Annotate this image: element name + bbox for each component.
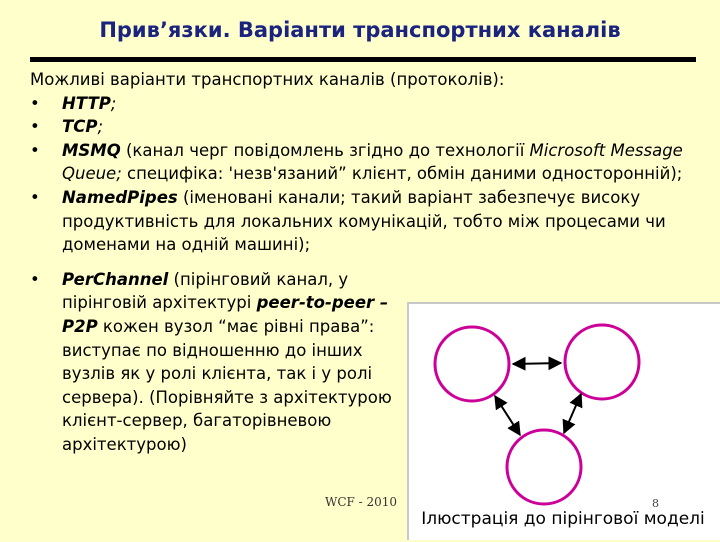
page-number: 8	[652, 497, 659, 510]
item-text: ;	[97, 117, 104, 137]
peer-diagram-svg	[409, 304, 720, 542]
term-msmq: MSMQ	[62, 140, 121, 160]
item-text-italic: Microsoft Message Queue;	[62, 140, 683, 184]
bullet: •	[30, 140, 40, 160]
list-item-msmq	[30, 139, 700, 186]
bullet: •	[30, 117, 40, 137]
peer-node-right	[565, 325, 639, 399]
bullet: •	[30, 269, 40, 289]
intro-text: Можливі варіанти транспортних каналів (протоколів):	[30, 70, 505, 89]
list-item-http	[30, 92, 700, 116]
item-text: кожен вузол “має рівні права”: виступає по відношенню до інших вузлів як у ролі клієнта, так і у ролі сервера). (Порівняйте з архітектурою клієнт-сервер, багаторівневою архітектурою)	[62, 316, 392, 454]
footer-text: WCF - 2010	[325, 495, 398, 509]
peer-node-bottom	[507, 430, 581, 504]
perchannel-text	[62, 268, 397, 457]
list-item-namedpipes	[30, 186, 700, 257]
item-text: (іменовані канали; такий варіант забезпечує високу продуктивність для локальних комунікацій, тобто між процесами чи доменами на одній машині);	[62, 187, 666, 255]
peer-link-right-bottom	[564, 394, 581, 433]
term-perchannel: PerChannel	[62, 269, 169, 289]
bullet: •	[30, 93, 40, 113]
bullet: •	[30, 187, 40, 207]
term-p2p: peer-to-peer – P2P	[62, 293, 389, 336]
term-tcp: TCP	[62, 117, 98, 137]
item-text: (канал черг повідомлень згідно до технології	[120, 140, 530, 160]
item-text: (пірінговий канал, у пірінговій архітектурі	[62, 269, 349, 313]
peer-node-left	[435, 327, 509, 401]
item-text: ;	[110, 93, 117, 113]
peer-link-left-right	[513, 363, 561, 364]
peer-link-left-bottom	[495, 396, 520, 435]
term-http: HTTP	[62, 93, 111, 113]
peer-diagram	[407, 302, 720, 540]
slide-title: Прив’язки. Варіанти транспортних каналів	[99, 18, 621, 42]
diagram-caption: Ілюстрація до пірінгової моделі	[413, 509, 713, 529]
title-divider	[30, 57, 696, 62]
item-text: специфіка: 'незв'язаний” клієнт, обмін даними односторонній);	[121, 164, 683, 184]
term-namedpipes: NamedPipes	[62, 187, 178, 207]
list-item-tcp	[30, 115, 700, 139]
